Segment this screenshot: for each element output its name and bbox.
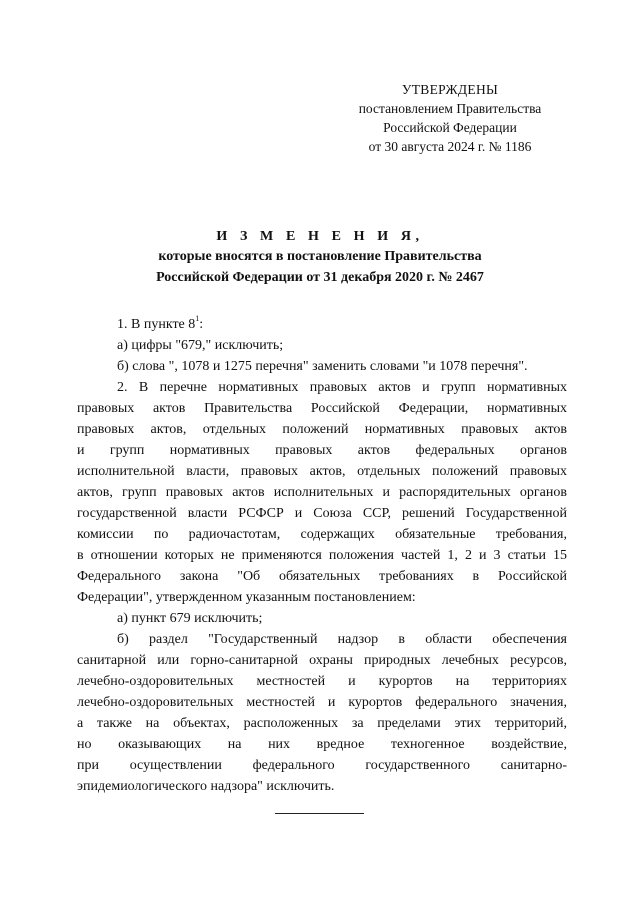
item-2b-line: лечебно-оздоровительных местностей и курортов федерального значения,	[77, 695, 567, 710]
item-1b: б) слова ", 1078 и 1275 перечня" заменить словами "и 1078 перечня".	[117, 359, 528, 374]
item-2-line: и групп нормативных правовых актов федеральных органов	[77, 443, 567, 458]
item-2-line: Федерального закона "Об обязательных требованиях в Российской	[77, 569, 567, 584]
item-2-line: правовых актов Правительства Российской Федерации, нормативных	[77, 401, 567, 416]
approval-authority: постановлением Правительства	[358, 101, 542, 116]
item-2-line: правовых актов, отдельных положений нормативных правовых актов	[77, 422, 567, 437]
approval-title: УТВЕРЖДЕНЫ	[401, 82, 499, 97]
document-subtitle-line-1: которые вносятся в постановление Правительства	[158, 249, 482, 264]
item-2-line: комиссии по радиочастотам, содержащих обязательные требования,	[77, 527, 567, 542]
approval-block	[340, 80, 560, 156]
item-2-line: Федерации", утвержденном указанным постановлением:	[77, 590, 416, 605]
item-2-line: в отношении которых не применяются положения частей 1, 2 и 3 статьи 15	[77, 548, 567, 563]
item-2-line: исполнительной власти, правовых актов, отдельных положений правовых	[77, 464, 567, 479]
item-2a: а) пункт 679 исключить;	[117, 611, 263, 626]
end-separator-line	[275, 813, 364, 814]
item-2b-line: лечебно-оздоровительных местностей и курортов на территориях	[77, 674, 567, 689]
item-2b-line: б) раздел "Государственный надзор в области обеспечения	[117, 632, 567, 647]
item-1a: а) цифры "679," исключить;	[117, 338, 284, 353]
item-2-line: 2. В перечне нормативных правовых актов и групп нормативных	[117, 380, 567, 395]
footnote-superscript: 1	[195, 314, 200, 323]
document-title: И З М Е Н Е Н И Я,	[216, 229, 424, 244]
approval-government: Российской Федерации	[383, 120, 517, 135]
item-2-line: актов, групп правовых актов исполнительных и распорядительных органов	[77, 485, 567, 500]
item-2b-line: эпидемиологического надзора" исключить.	[77, 779, 335, 794]
item-2b-line: при осуществлении федерального государственного санитарно-	[77, 758, 567, 773]
approval-date-number: от 30 августа 2024 г. № 1186	[368, 139, 532, 154]
item-2b-line: санитарной или горно-санитарной охраны природных лечебных ресурсов,	[77, 653, 567, 668]
item-2b-line: но оказывающих на них вредное техногенное воздействие,	[77, 737, 567, 752]
item-2-line: государственной власти РСФСР и Союза ССР, решений Государственной	[77, 506, 567, 521]
document-subtitle-line-2: Российской Федерации от 31 декабря 2020 г. № 2467	[156, 270, 484, 285]
item-1-heading: 1. В пункте $8^1$:	[117, 314, 204, 332]
item-2b-line: а также на объектах, расположенных за пределами этих территорий,	[77, 716, 567, 731]
